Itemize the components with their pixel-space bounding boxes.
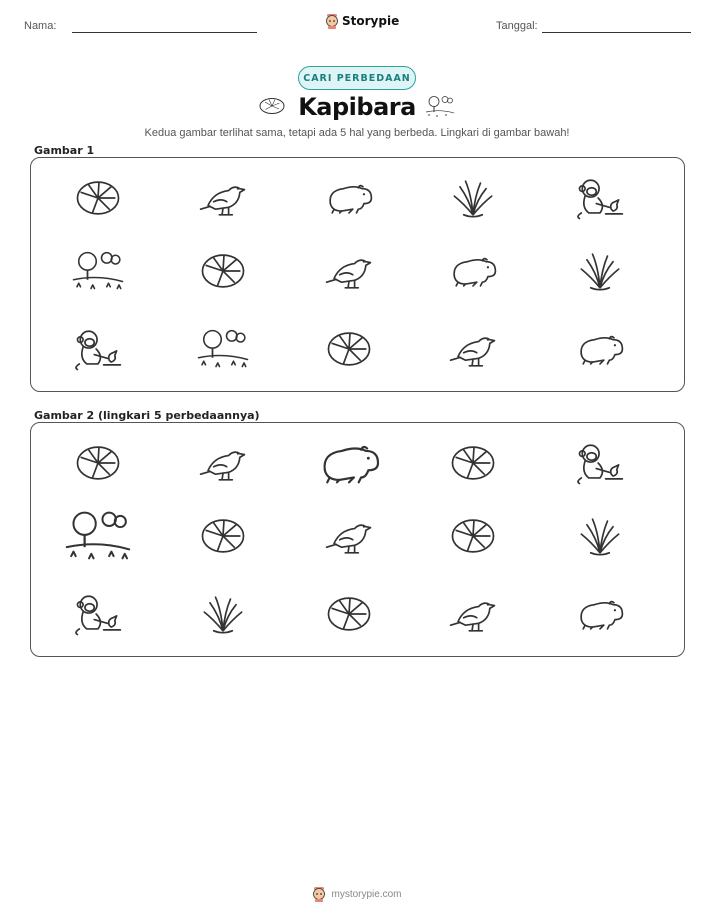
footer-url: mystorypie.com [331,888,402,900]
lily-pad-icon[interactable] [321,326,377,372]
capybara-icon[interactable] [321,175,377,221]
monkey-icon[interactable] [572,175,628,221]
lily-pad-icon[interactable] [445,440,501,486]
grass-icon[interactable] [195,591,251,637]
bird-icon[interactable] [321,248,377,294]
capybara-icon[interactable] [572,326,628,372]
storypie-mascot-icon [325,13,339,29]
monkey-icon[interactable] [70,326,126,372]
park-icon [424,94,456,120]
grass-icon[interactable] [445,175,501,221]
panel1-label: Gambar 1 [34,144,95,157]
panel2-label: Gambar 2 (lingkari 5 perbedaannya) [34,409,260,422]
grass-icon[interactable] [572,513,628,559]
capybara-icon[interactable] [572,591,628,637]
lily-pad-icon[interactable] [321,591,377,637]
brand-name: Storypie [342,14,400,28]
park-icon[interactable] [195,326,251,372]
footer [0,886,714,902]
monkey-icon[interactable] [70,591,126,637]
date-field-line[interactable] [542,32,691,33]
name-label: Nama: [24,20,57,32]
capybara-icon[interactable] [307,434,391,492]
grass-icon[interactable] [572,248,628,294]
name-field-line[interactable] [72,32,257,33]
picture-panel-1 [30,157,685,392]
park-icon[interactable] [61,507,135,565]
lily-pad-icon[interactable] [195,513,251,559]
bird-icon[interactable] [445,326,501,372]
bird-icon[interactable] [321,513,377,559]
bird-icon[interactable] [195,440,251,486]
bird-icon[interactable] [445,591,501,637]
lily-pad-icon[interactable] [195,248,251,294]
date-label: Tanggal: [496,20,538,32]
park-icon[interactable] [70,248,126,294]
lily-pad-icon[interactable] [70,440,126,486]
picture-panel-2 [30,422,685,657]
instructions: Kedua gambar terlihat sama, tetapi ada 5 hal yang berbeda. Lingkari di gambar bawah! [144,127,570,139]
page-title: Kapibara [298,93,416,121]
capybara-icon[interactable] [445,248,501,294]
bird-icon[interactable] [195,175,251,221]
activity-badge: CARI PERBEDAAN [298,66,416,90]
monkey-icon[interactable] [572,440,628,486]
storypie-mascot-icon [312,886,326,902]
brand-logo [325,13,399,29]
lily-pad-icon[interactable] [70,175,126,221]
lily-pad-icon[interactable] [445,513,501,559]
